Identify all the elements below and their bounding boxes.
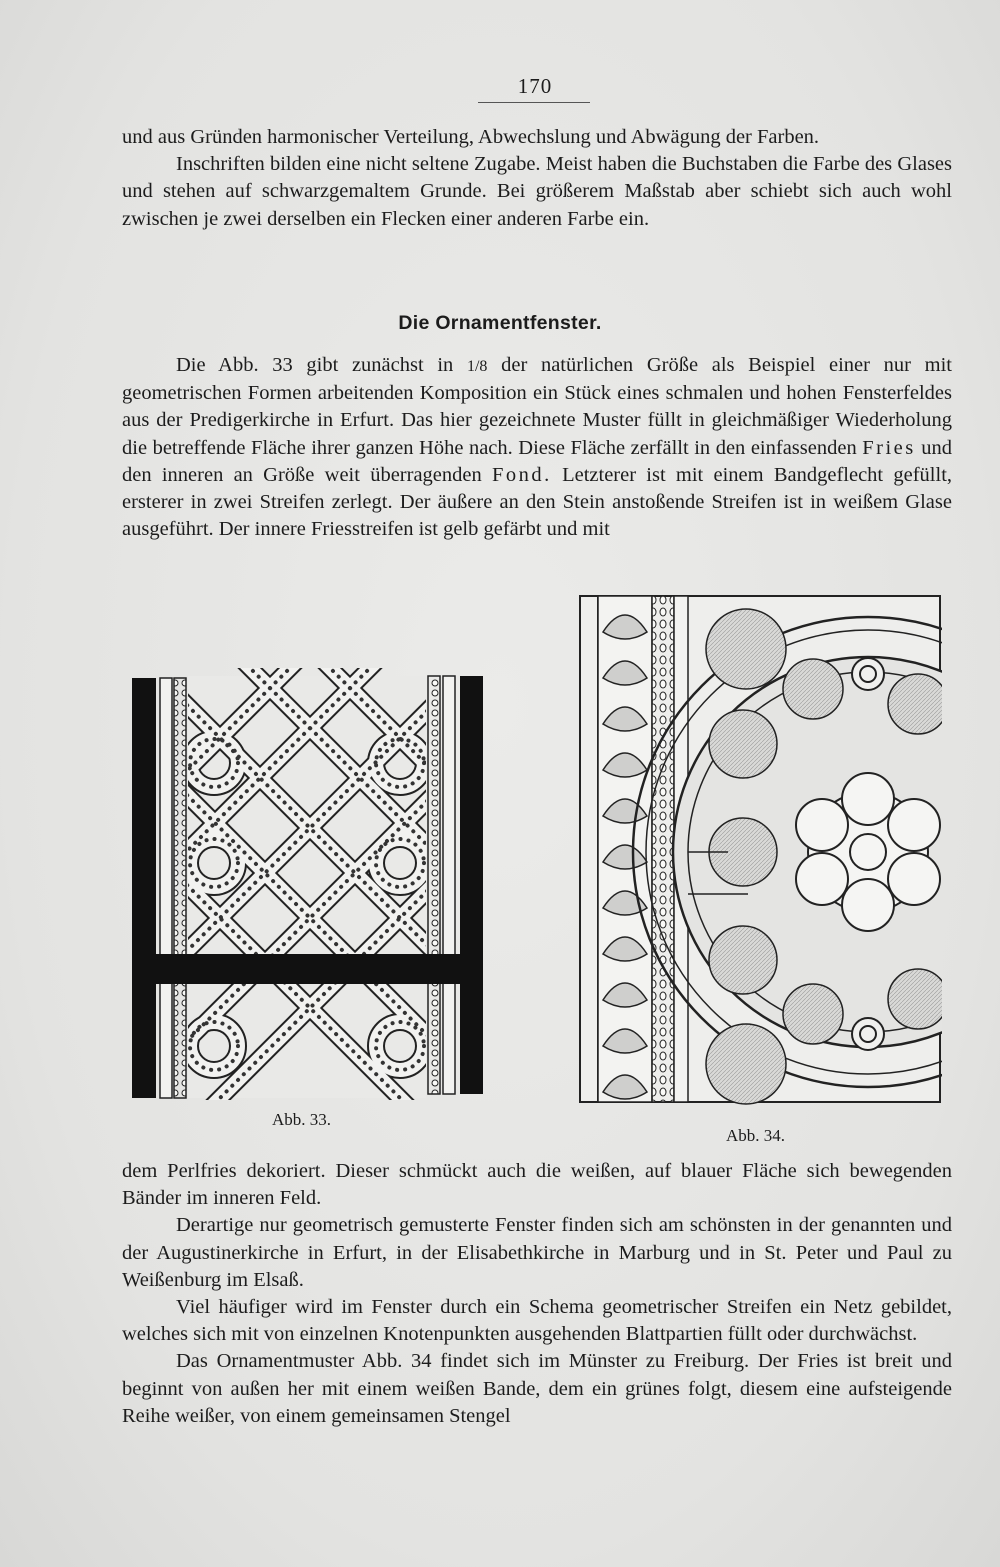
paragraph-inscriptions: Inschriften bilden eine nicht seltene Zugabe. Meist haben die Buchstaben die Farbe des Glases und stehen auf schwarzgemaltem Grunde. Bei größerem Maßstab aber schiebt sich auch wohl zwischen je zwei derselben ein Flecken einer anderen Farbe ein. — [122, 153, 952, 230]
paragraph-abb34: Das Ornamentmuster Abb. 34 findet sich im Münster zu Freiburg. Der Fries ist breit und beginnt von außen her mit einem weißen Bande, dem ein grünes folgt, diesem eine aufsteigende Reihe weißer, von einem gemeinsamen Stengel — [122, 1350, 952, 1427]
text-segment: Die Abb. 33 gibt zunächst in — [176, 354, 454, 376]
abb34-illustration — [578, 594, 942, 1106]
page-number-rule — [478, 102, 590, 103]
text-segment: Letzterer ist mit einem Bandgeflecht gefüllt, ersterer in zwei Streifen zerlegt. Der äußere an den Stein anstoßende Streifen ist in weißem Glase ausgeführt. Der innere Friesstreifen ist gelb gefärbt und mit — [122, 463, 953, 541]
figure-abb34 — [578, 594, 942, 1106]
page-number: 170 — [517, 74, 553, 98]
text-block-bottom — [122, 1158, 952, 1430]
paragraph-continuation: und aus Gründen harmonischer Verteilung, Abwechslung und Abwägung der Farben. — [122, 126, 820, 148]
paragraph-continuation-perlfries: dem Perlfries dekoriert. Dieser schmückt auch die weißen, auf blauer Fläche sich bewegenden Bänder im inneren Feld. — [122, 1160, 952, 1210]
paragraph-geometric-windows: Derartige nur geometrisch gemusterte Fenster finden sich am schönsten in der genannten und der Augustinerkirche in Erfurt, in der Elisabethkirche in Marburg und in St. Peter und Paul zu Weißenburg im Elsaß. — [122, 1214, 952, 1291]
caption-abb34: Abb. 34. — [726, 1126, 786, 1145]
text-segment: und den inneren an Größe weit überragenden — [122, 436, 953, 486]
fraction: 1/8 — [466, 358, 488, 375]
figure-abb33 — [130, 668, 485, 1100]
term-fond: Fond. — [492, 463, 552, 486]
text-block-main — [122, 352, 952, 543]
section-heading: Die Ornamentfenster. — [398, 312, 602, 334]
abb33-illustration — [130, 668, 485, 1100]
paragraph-abb33 — [122, 352, 952, 543]
term-fries: Fries — [862, 436, 916, 459]
text-segment: der natürlichen Größe als Beispiel einer nur mit geometrischen Formen arbeitenden Komposition ein Stück eines schmalen und hohen Fensterfeldes aus der Predigerkirche in Erfurt. Das hier gezeichnete Muster füllt in gleichmäßiger Wiederholung die betreffende Fläche ihrer ganzen Höhe nach. Diese Fläche zerfällt in den einfassenden — [122, 354, 952, 459]
text-block-top — [122, 124, 952, 233]
paragraph-net-scheme: Viel häufiger wird im Fenster durch ein Schema geometrischer Streifen ein Netz gebildet, welches sich mit von einzelnen Knotenpunkten ausgehenden Blattpartien füllt oder durchwächst. — [122, 1296, 952, 1346]
caption-abb33: Abb. 33. — [272, 1110, 332, 1129]
